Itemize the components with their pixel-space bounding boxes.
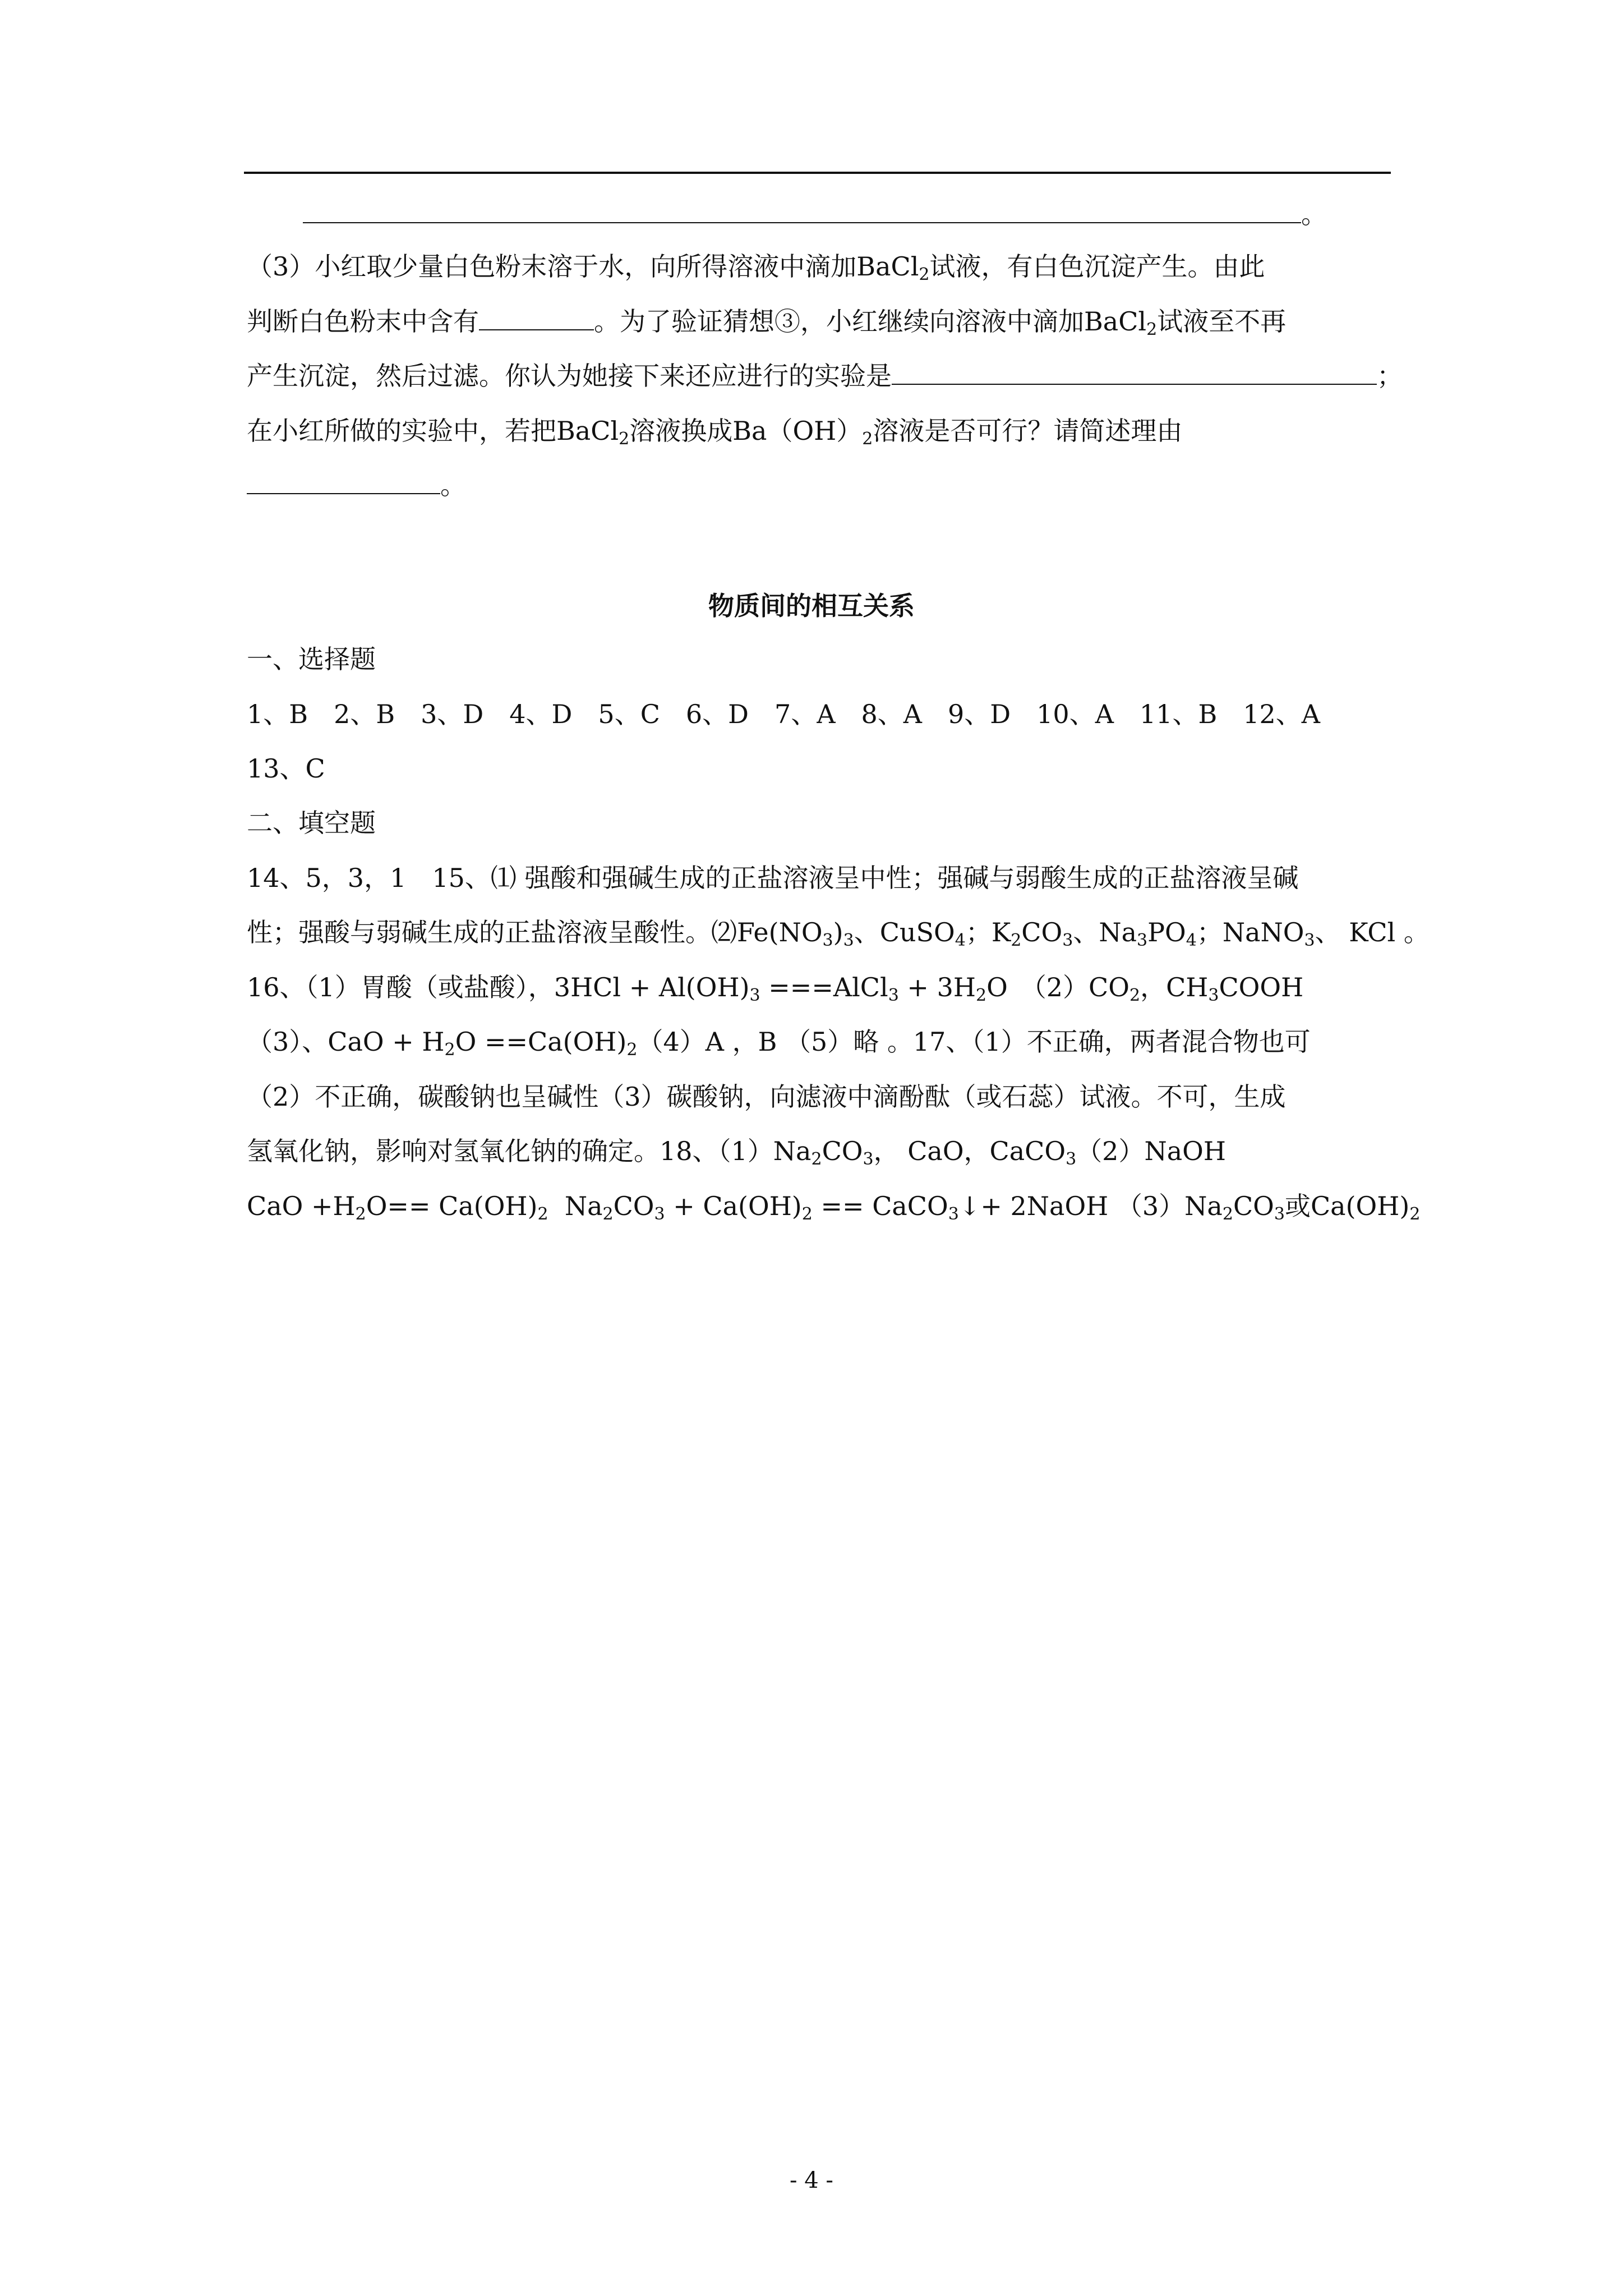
fill-answers-line-6: 氢氧化钠，影响对氢氧化钠的确定。18、$(1)Na_2CO_3$， CaO，CaCO$_3$（2）NaOH [247, 1136, 1226, 1169]
answer-blank-line: 。 [303, 197, 1447, 231]
fill-answers-line-7: CaO $+H_2O== Ca(OH)_2$ $Na_2CO_3 + Ca(OH)_2$ == CaCO$_3$↓+ 2NaOH $(3)Na_2CO_3$或$Ca(OH)_2$ [247, 1191, 1421, 1224]
answers-title: 物质间的相互关系 [708, 591, 915, 621]
choice-answers-line-2: 13、C [247, 753, 325, 784]
question-3-line-1: （3）小红取少量白色粉末溶于水，向所得溶液中滴加BaCl$_2$试液，有白色沉淀产生。由此 [247, 251, 1265, 284]
answer-blank[interactable] [303, 202, 1301, 223]
choice-answers-line-1: 1、B 2、B 3、D 4、D 5、C 6、D 7、A 8、A 9、D 10、A 11、B 12、A [247, 699, 1321, 729]
section-choice-heading: 一、选择题 [247, 644, 376, 674]
answer-blank[interactable] [479, 309, 594, 330]
fill-answers-line-2: 性；强酸与弱碱生成的正盐溶液呈酸性。$⑵Fe(NO_3)_3$、CuSO$_4$；$K_2CO_3$、$Na_3PO_4$；NaNO$_3$、 KCl 。 [247, 917, 1430, 950]
question-3-line-3: 产生沉淀，然后过滤。你认为她接下来还应进行的实验是 ； [247, 361, 1403, 391]
fill-answers-line-4: （3）、CaO + $H_2O ==Ca(OH)_2(4)A$ ，B （5）略 。17、（1）不正确，两者混合物也可 [247, 1027, 1311, 1060]
answer-blank[interactable] [247, 473, 440, 494]
question-3-line-5: 。 [247, 468, 1391, 502]
fill-answers-line-1: 14、5，3，1 15、⑴ 强酸和强碱生成的正盐溶液呈中性；强碱与弱酸生成的正盐溶液呈碱 [247, 863, 1299, 893]
question-3-line-2: 判断白色粉末中含有 。为了验证猜想③，小红继续向溶液中滴加BaCl$_2$试液至不再 [247, 306, 1287, 339]
fill-answers-line-5: （2）不正确，碳酸钠也呈碱性（3）碳酸钠，向滤液中滴酚酞（或石蕊）试液。不可，生成 [247, 1082, 1286, 1112]
answer-blank[interactable] [892, 364, 1377, 385]
page-number: - 4 - [790, 2168, 833, 2193]
fill-answers-line-3: 16、（1）胃酸（或盐酸），$3HCl + Al(OH)_3$ ===AlCl$_3$ + $3H_2O$ $(2)CO_2$，$CH_3COOH$ [247, 972, 1304, 1005]
question-3-line-4: 在小红所做的实验中，若把BaCl$_2$溶液换成$Ba(OH)_2$溶液是否可行？请简述理由 [247, 416, 1183, 449]
section-fill-heading: 二、填空题 [247, 808, 376, 838]
header-rule [244, 172, 1391, 174]
